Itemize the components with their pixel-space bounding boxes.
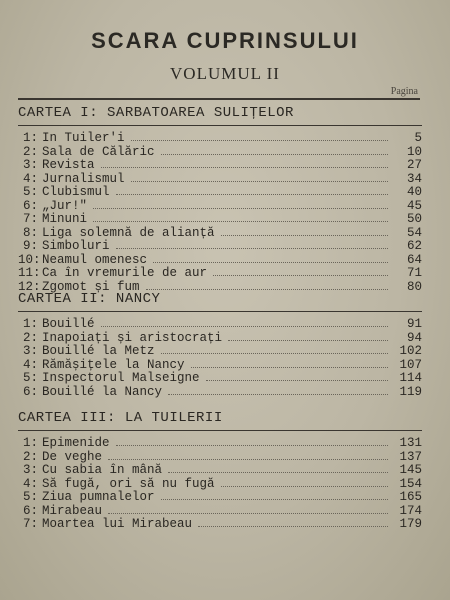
page-number: 91 (406, 317, 422, 331)
top-rule (18, 98, 420, 100)
chapter-number: 4: (22, 171, 38, 186)
dot-leader (116, 248, 388, 249)
toc-entry (18, 146, 422, 160)
page-number: 34 (406, 171, 422, 186)
page-number: 165 (399, 490, 422, 504)
chapter-title: Cu sabia în mână (42, 463, 163, 477)
chapter-number: 5: (22, 490, 38, 504)
chapter-number: 7: (22, 517, 38, 531)
chapter-number: 5: (22, 371, 38, 385)
volume-heading: VOLUMUL II (170, 64, 280, 83)
chapter-number: 4: (22, 476, 38, 491)
dot-leader (221, 235, 388, 236)
book-title: CARTEA II: NANCY (18, 290, 422, 312)
book-section-2 (18, 290, 422, 399)
toc-entry (18, 254, 422, 268)
toc-entry (18, 451, 422, 465)
page-number: 119 (399, 384, 422, 399)
dot-leader (131, 181, 388, 182)
chapter-title: Moartea lui Mirabeau (42, 517, 193, 531)
chapter-number: 5: (22, 185, 38, 199)
chapter-title: Minuni (42, 212, 88, 226)
toc-entry (18, 372, 422, 386)
dot-leader (161, 499, 388, 500)
dot-leader (108, 513, 388, 514)
page-number: 94 (406, 330, 422, 345)
chapter-title: „Jur!" (42, 198, 88, 213)
dot-leader (101, 326, 388, 327)
dot-leader (168, 394, 388, 395)
toc-entry (18, 345, 422, 359)
dot-leader (228, 340, 388, 341)
page-number: 54 (406, 225, 422, 240)
page-number: 114 (399, 371, 422, 385)
chapter-number: 6: (22, 503, 38, 518)
chapter-title: Bouillé (42, 317, 95, 331)
page-number: 131 (399, 436, 422, 450)
page-number: 80 (406, 279, 422, 294)
toc-entry (18, 318, 422, 332)
chapter-title: Simboluri (42, 239, 110, 253)
chapter-title: Sala de Călăric (42, 144, 155, 159)
toc-entry (18, 478, 422, 492)
dot-leader (168, 472, 388, 473)
chapter-title: Epimenide (42, 436, 110, 450)
chapter-number: 3: (22, 463, 38, 477)
chapter-number: 2: (22, 144, 38, 159)
chapter-title: Jurnalismul (42, 171, 125, 186)
toc-entry (18, 437, 422, 451)
chapter-title: Neamul omenesc (42, 252, 148, 267)
chapter-number: 9: (22, 239, 38, 253)
chapter-number: 10: (18, 252, 41, 267)
toc-entry (18, 505, 422, 519)
toc-entry (18, 332, 422, 346)
chapter-title: Bouillé la Nancy (42, 384, 163, 399)
chapter-title: Revista (42, 158, 95, 172)
toc-entry (18, 213, 422, 227)
chapter-number: 1: (22, 317, 38, 331)
toc-entry (18, 359, 422, 373)
chapter-number: 2: (22, 330, 38, 345)
chapter-number: 3: (22, 344, 38, 358)
page-number: 27 (406, 158, 422, 172)
dot-leader (198, 526, 388, 527)
chapter-number: 1: (22, 131, 38, 145)
page-number: 64 (406, 252, 422, 267)
chapter-title: Să fugă, ori să nu fugă (42, 476, 215, 491)
chapter-number: 6: (22, 384, 38, 399)
chapter-number: 6: (22, 198, 38, 213)
chapter-number: 7: (22, 212, 38, 226)
toc-entry (18, 267, 422, 281)
page-number: 40 (406, 185, 422, 199)
page-number: 179 (399, 517, 422, 531)
chapter-title: Zgomot și fum (42, 279, 140, 294)
toc-entry (18, 200, 422, 214)
chapter-title: Bouillé la Metz (42, 344, 155, 358)
chapter-title: Inspectorul Malseigne (42, 371, 200, 385)
page-number: 10 (406, 144, 422, 159)
chapter-number: 3: (22, 158, 38, 172)
chapter-number: 12: (18, 279, 41, 294)
chapter-title: Mirabeau (42, 503, 103, 518)
page-number: 107 (399, 357, 422, 372)
chapter-number: 8: (22, 225, 38, 240)
page-number: 50 (406, 212, 422, 226)
toc-entry (18, 518, 422, 532)
page-number: 154 (399, 476, 422, 491)
page-number: 71 (406, 266, 422, 280)
chapter-title: Rămășițele la Nancy (42, 357, 185, 372)
page-number: 45 (406, 198, 422, 213)
page-number: 62 (406, 239, 422, 253)
chapter-number: 2: (22, 449, 38, 464)
toc-entry (18, 464, 422, 478)
dot-leader (221, 486, 388, 487)
toc-entry (18, 132, 422, 146)
book-title: CARTEA I: SARBATOAREA SULIȚELOR (18, 104, 422, 126)
dot-leader (116, 445, 388, 446)
page-column-label: Pagina (390, 86, 418, 97)
book-title: CARTEA III: LA TUILERII (18, 409, 422, 431)
chapter-number: 4: (22, 357, 38, 372)
chapter-title: In Tuiler'i (42, 131, 125, 145)
page-number: 174 (399, 503, 422, 518)
chapter-title: Ziua pumnalelor (42, 490, 155, 504)
toc-entry (18, 386, 422, 400)
toc-entry (18, 186, 422, 200)
chapter-title: Clubismul (42, 185, 110, 199)
chapter-title: Liga solemnă de alianță (42, 225, 215, 240)
toc-entry (18, 491, 422, 505)
dot-leader (161, 353, 388, 354)
dot-leader (191, 367, 388, 368)
chapter-number: 1: (22, 436, 38, 450)
toc-entry (18, 159, 422, 173)
page-number: 5 (414, 131, 422, 145)
dot-leader (161, 154, 388, 155)
dot-leader (101, 167, 388, 168)
toc-entry (18, 227, 422, 241)
page-number: 145 (399, 463, 422, 477)
book-section-3 (18, 409, 422, 532)
toc-entry (18, 173, 422, 187)
page-title: SCARA CUPRINSULUI (91, 28, 359, 53)
dot-leader (131, 140, 388, 141)
page-number: 102 (399, 344, 422, 358)
chapter-title: De veghe (42, 449, 103, 464)
dot-leader (93, 221, 388, 222)
dot-leader (206, 380, 388, 381)
dot-leader (116, 194, 388, 195)
book-section-1 (18, 104, 422, 294)
chapter-number: 11: (18, 266, 41, 280)
chapter-title: Ca în vremurile de aur (42, 266, 208, 280)
dot-leader (93, 208, 388, 209)
dot-leader (108, 459, 388, 460)
chapter-title: Inapoiați și aristocrați (42, 330, 223, 345)
toc-entry (18, 240, 422, 254)
page-number: 137 (399, 449, 422, 464)
dot-leader (153, 262, 388, 263)
dot-leader (213, 275, 388, 276)
